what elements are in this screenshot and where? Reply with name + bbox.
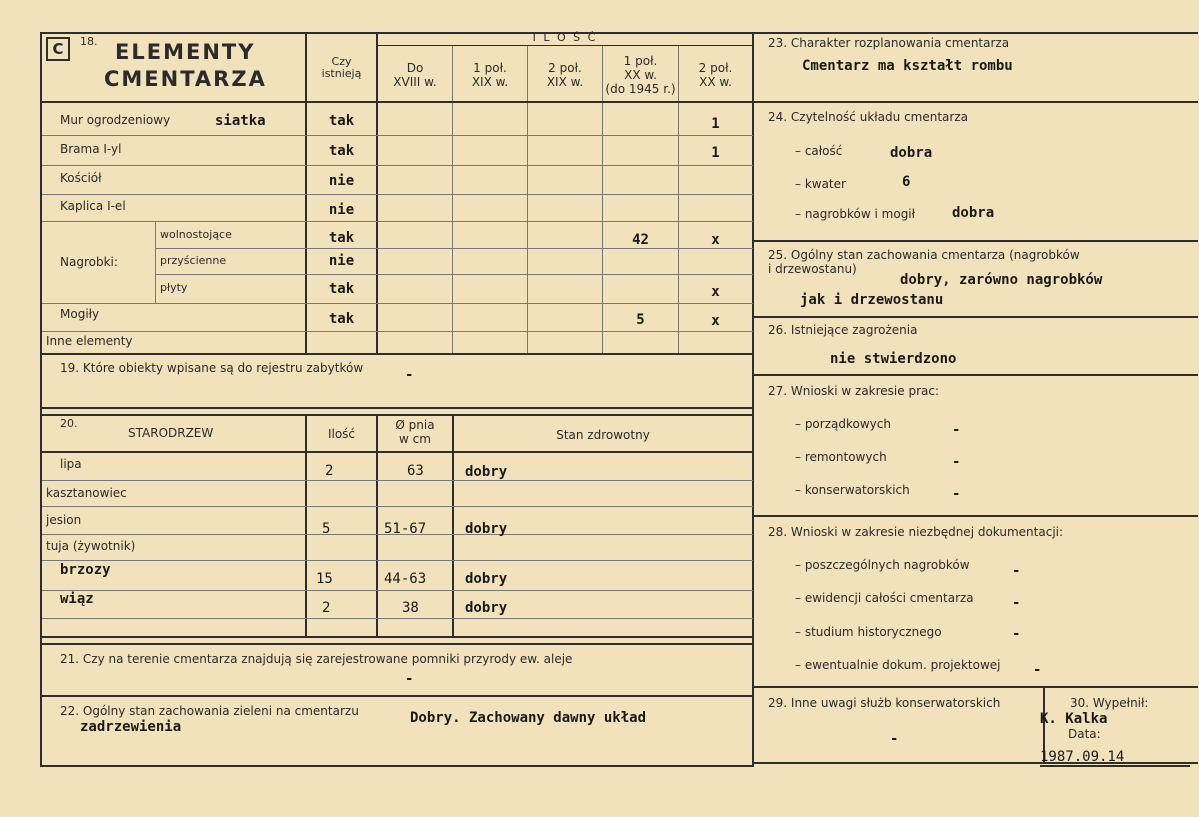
row-label: Mogiły (60, 307, 100, 321)
s28-item-label: – studium historycznego (795, 625, 942, 639)
tree-health: dobry (465, 571, 508, 587)
row-line (42, 560, 753, 561)
period-1 (378, 62, 452, 90)
s20-col-qty: Ilość (327, 427, 356, 441)
s23-bottom (752, 101, 1198, 103)
nagrobki-divider (155, 221, 156, 303)
row-line (155, 274, 753, 275)
s28-item-value: - (1033, 662, 1042, 678)
s24-item-value: 6 (902, 174, 911, 190)
s25-value-line1: dobry, zarówno nagrobków (900, 272, 1103, 288)
s21-label: 21. Czy na terenie cmentarza znajdują się zarejestrowane pomniki przyrody ew. aleje (60, 652, 573, 666)
period-value: 1 (711, 145, 720, 161)
period-3 (528, 62, 602, 90)
tree-diam: 51-67 (384, 521, 427, 537)
s27-item-value: - (952, 454, 961, 470)
period-3-line2: XIX w. (546, 74, 584, 89)
row-line (42, 506, 753, 507)
s29-label: 29. Inne uwagi służb konserwatorskich (768, 696, 1001, 710)
s28-item-label: – poszczególnych nagrobków (795, 558, 970, 572)
s28-item-label: – ewidencji całości cmentarza (795, 591, 974, 605)
border-middle (752, 32, 754, 767)
s22-label: 22. Ogólny stan zachowania zieleni na cmentarzu (60, 704, 359, 718)
s25-label-line1: 25. Ogólny stan zachowania cmentarza (nagrobków (768, 248, 1080, 262)
row-label: płyty (160, 281, 188, 294)
s27-item-label: – remontowych (795, 450, 887, 464)
period-5-line1: 2 poł. (698, 61, 733, 75)
s22-value-line1: Dobry. Zachowany dawny układ (410, 710, 647, 726)
row-note: siatka (215, 113, 266, 129)
s21-value: - (405, 671, 414, 687)
s19-label: 19. Które obiekty wpisane są do rejestru zabytków (60, 361, 364, 375)
period-1-line2: XVIII w. (393, 74, 437, 89)
s27-item-label: – porządkowych (795, 417, 891, 431)
s18-col-line (452, 46, 453, 354)
period-5-line2: XX w. (699, 74, 732, 89)
s19-value: - (405, 367, 414, 383)
tree-species: jesion (46, 513, 82, 527)
tree-qty: 5 (322, 521, 331, 537)
s30-label: 30. Wypełnił: (1070, 696, 1149, 710)
s28-item-value: - (1012, 626, 1021, 642)
row-line (42, 221, 753, 222)
s30-name: K. Kalka (1040, 711, 1108, 727)
s18-col-line (527, 46, 528, 354)
period-3-line1: 2 poł. (548, 61, 582, 75)
row-line (42, 618, 753, 619)
row-label: Brama I-yl (60, 142, 122, 156)
s23-value: Cmentarz ma kształt rombu (802, 58, 1013, 74)
ilosc-header: I L O Ś Ć (532, 31, 598, 44)
row-line (42, 480, 753, 481)
s28-item-label: – ewentualnie dokum. projektowej (795, 658, 1001, 672)
period-4-line3: (do 1945 r.) (605, 81, 676, 96)
s26-bottom (752, 374, 1198, 376)
s19-bottom (40, 407, 754, 409)
period-4-line2: XX w. (624, 67, 657, 82)
period-2-line2: XIX w. (471, 74, 509, 89)
period-value: x (711, 232, 720, 248)
s24-label: 24. Czytelność układu cmentarza (768, 110, 968, 124)
s20-top (40, 414, 754, 416)
row-line (42, 590, 753, 591)
s30-date-underline (1040, 765, 1190, 767)
exists-value: tak (328, 281, 355, 297)
exists-value: tak (328, 113, 355, 129)
tree-diam: 38 (402, 600, 419, 616)
s26-label: 26. Istniejące zagrożenia (768, 323, 918, 337)
s18-bottom (40, 353, 754, 355)
period-value: 5 (636, 312, 645, 328)
tree-diam: 44-63 (384, 571, 427, 587)
tree-species: lipa (60, 457, 82, 471)
s20-bottom (40, 636, 754, 638)
s18-title-line1: ELEMENTY (115, 40, 256, 64)
s20-col-diam-line1: Ø pnia (395, 418, 435, 432)
s18-col-line (678, 46, 679, 354)
row-line (42, 135, 753, 136)
row-label: Mur ogrodzeniowy (60, 113, 171, 127)
border-bottom-right (752, 762, 1198, 764)
s25-value-line2: jak i drzewostanu (800, 292, 944, 308)
s20-title: STARODRZEW (128, 426, 214, 440)
period-value: x (711, 284, 720, 300)
row-line (42, 165, 753, 166)
s21-top (40, 643, 754, 645)
s25-label-line2: i drzewostanu) (768, 262, 857, 276)
s18-number: 18. (80, 35, 98, 48)
row-label: przyścienne (160, 254, 227, 267)
row-label: Kaplica I-el (60, 199, 126, 213)
s20-col-line (452, 414, 454, 638)
period-value: x (711, 313, 720, 329)
exists-value: tak (328, 230, 355, 246)
tree-species: kasztanowiec (46, 486, 127, 500)
nagrobki-label: Nagrobki: (60, 255, 118, 269)
border-top-right (752, 32, 1198, 34)
row-label: Inne elementy (46, 334, 133, 348)
s26-value: nie stwierdzono (830, 351, 957, 367)
s22-value-line2: zadrzewienia (80, 719, 182, 735)
period-2 (453, 62, 527, 90)
s24-bottom (752, 240, 1198, 242)
s23-label: 23. Charakter rozplanowania cmentarza (768, 36, 1010, 50)
s20-number: 20. (60, 417, 78, 430)
row-line (42, 331, 753, 332)
row-label: wolnostojące (160, 228, 232, 241)
period-value: 42 (632, 232, 649, 248)
s29-value: - (890, 731, 899, 747)
s27-item-value: - (952, 486, 961, 502)
s30-date: 1987.09.14 (1040, 749, 1125, 765)
s20-col-line (305, 414, 307, 638)
tree-diam: 63 (407, 463, 424, 479)
period-1-line1: Do (406, 61, 424, 75)
tree-species: brzozy (60, 562, 111, 578)
s25-bottom (752, 316, 1198, 318)
exists-value: tak (328, 311, 355, 327)
exists-value: nie (328, 253, 355, 269)
period-4-line1: 1 poł. (623, 54, 658, 68)
s28-label: 28. Wnioski w zakresie niezbędnej dokumentacji: (768, 525, 1064, 539)
row-label: Kościół (60, 171, 102, 185)
tree-species: wiąz (60, 591, 94, 607)
s18-ilosc-line (376, 45, 753, 46)
s20-col-diam-line2: w cm (399, 431, 431, 446)
s27-item-value: - (952, 422, 961, 438)
section-mark: C (46, 37, 70, 61)
s24-item-label: – nagrobków i mogił (795, 207, 916, 221)
tree-health: dobry (465, 600, 508, 616)
s18-title-line2: CMENTARZA (104, 67, 267, 91)
col-exists-line2: istnieją (321, 67, 362, 80)
exists-value: tak (328, 143, 355, 159)
border-bottom-left (40, 765, 754, 767)
period-4 (603, 55, 678, 96)
s27-label: 27. Wnioski w zakresie prac: (768, 384, 940, 398)
s27-bottom (752, 515, 1198, 517)
tree-health: dobry (465, 464, 508, 480)
row-line (42, 303, 753, 304)
tree-qty: 15 (316, 571, 333, 587)
period-5 (679, 62, 752, 90)
s28-item-value: - (1012, 595, 1021, 611)
s24-item-label: – kwater (795, 177, 846, 191)
s20-col-health: Stan zdrowotny (556, 428, 650, 442)
s18-header-bottom (40, 101, 754, 103)
s21-bottom (40, 695, 754, 697)
exists-value: nie (328, 202, 355, 218)
period-value: 1 (711, 116, 720, 132)
period-2-line1: 1 poł. (473, 61, 507, 75)
tree-qty: 2 (322, 600, 331, 616)
s27-item-label: – konserwatorskich (795, 483, 910, 497)
exists-value: nie (328, 173, 355, 189)
border-left (40, 32, 42, 767)
s24-item-label: – całość (795, 144, 843, 158)
s30-date-label: Data: (1068, 727, 1101, 741)
tree-health: dobry (465, 521, 508, 537)
s20-header-bottom (40, 451, 754, 453)
s20-col-diam (378, 419, 452, 447)
s24-item-value: dobra (952, 205, 995, 221)
tree-qty: 2 (325, 463, 334, 479)
col-exists-line1: Czy (331, 55, 352, 68)
row-line (42, 194, 753, 195)
s28-bottom (752, 686, 1198, 688)
tree-species: tuja (żywotnik) (46, 539, 136, 553)
s20-col-line (376, 414, 378, 638)
s24-item-value: dobra (890, 145, 933, 161)
s28-item-value: - (1012, 563, 1021, 579)
